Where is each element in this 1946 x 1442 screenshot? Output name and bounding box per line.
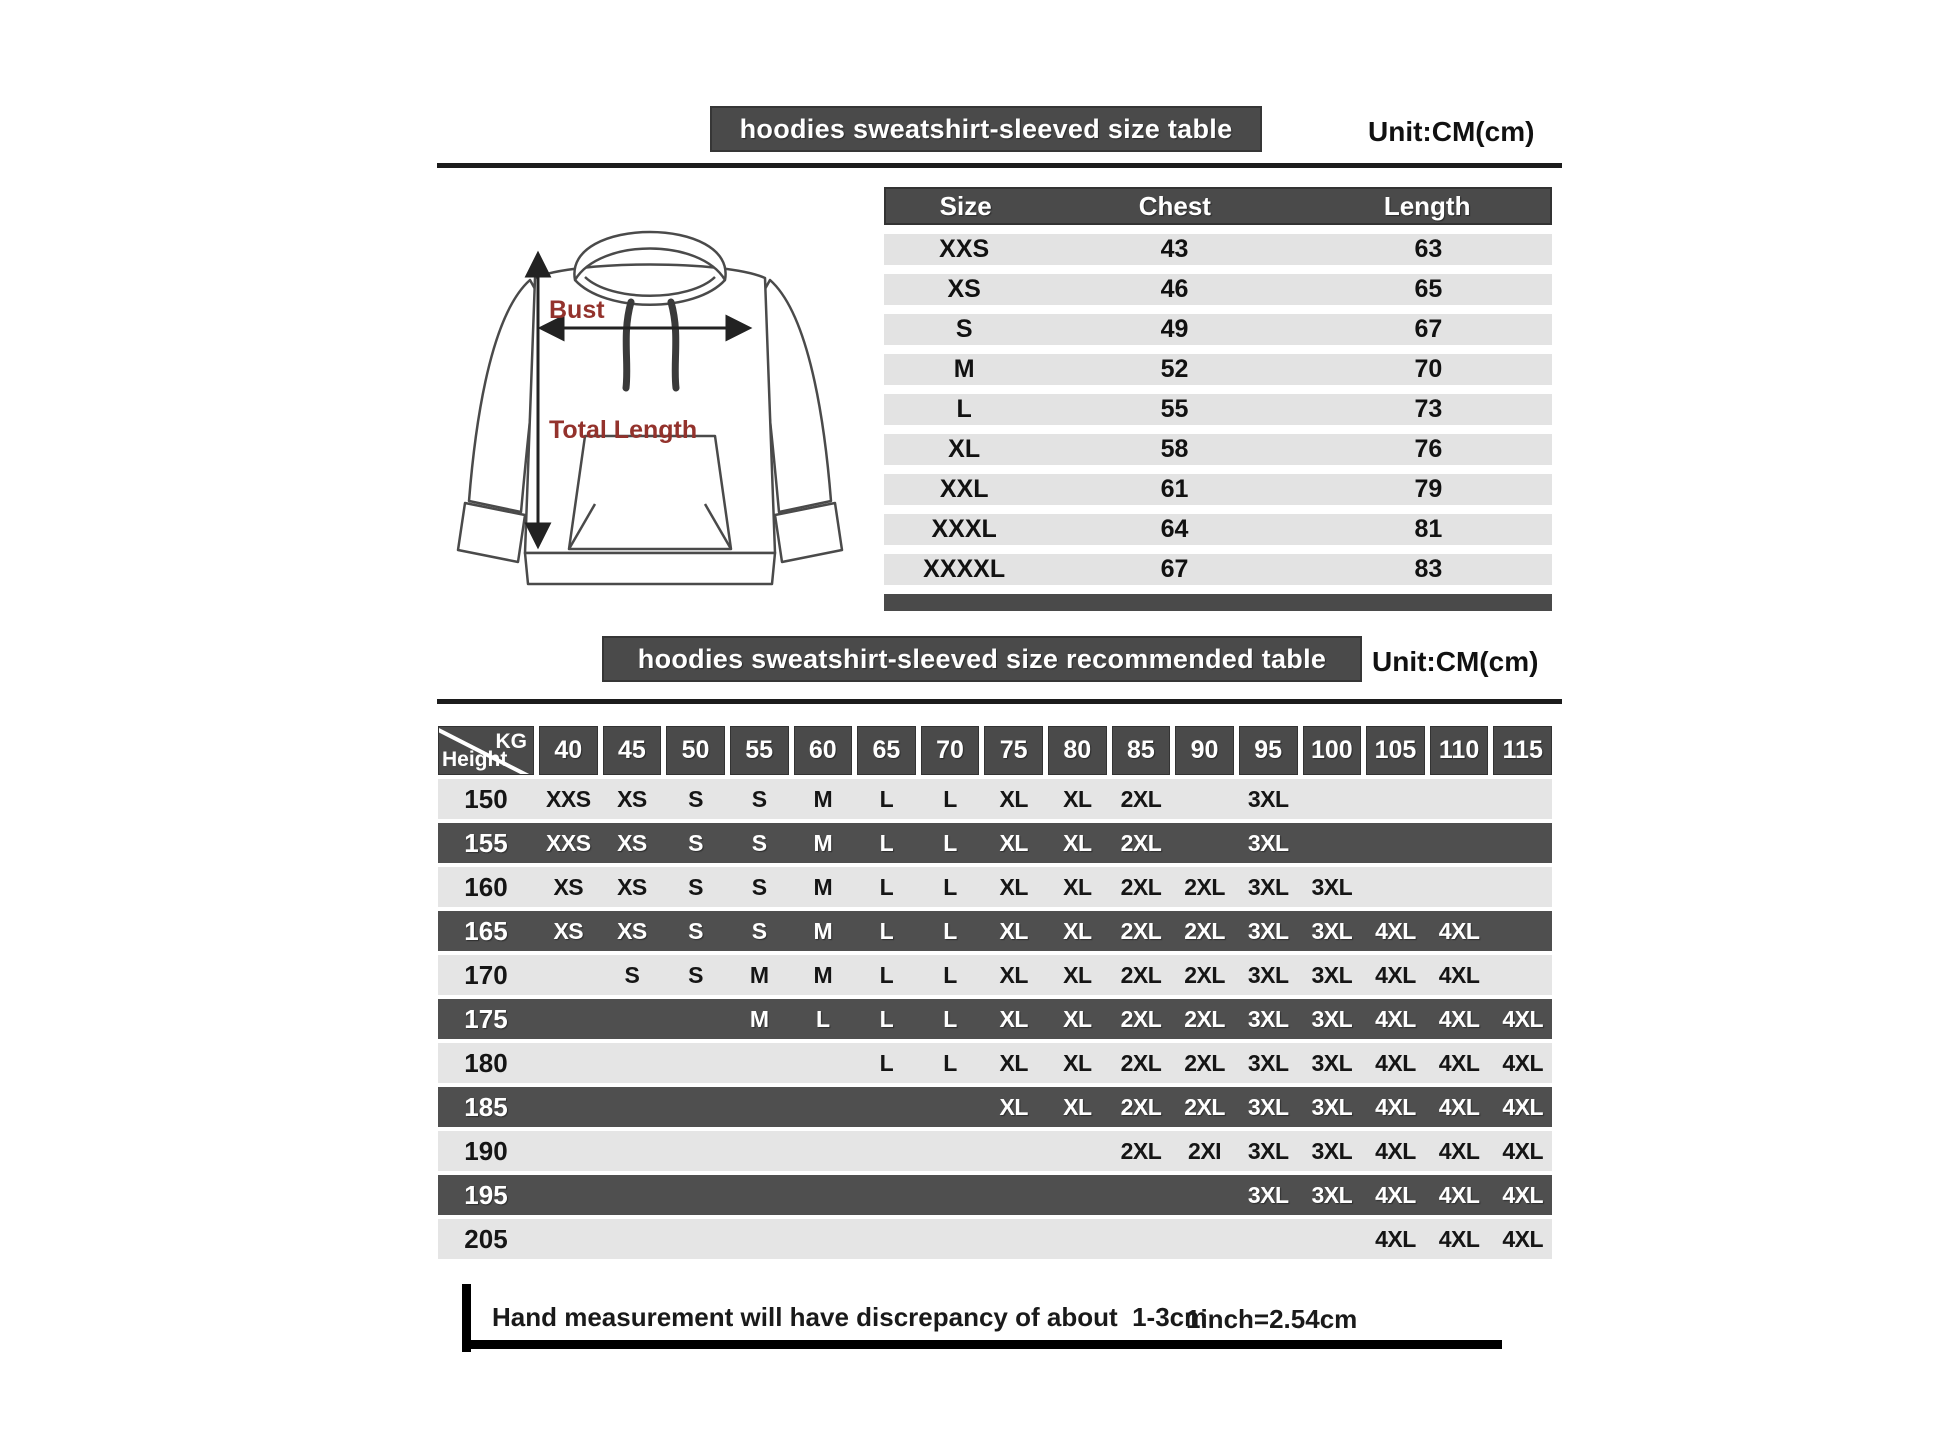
size-value-cell: M	[813, 917, 833, 944]
size-value-cell: XL	[999, 917, 1028, 944]
recommended-row	[438, 1043, 1552, 1083]
size-value-cell: 2XL	[1120, 873, 1162, 900]
weight-header-cell: 55	[730, 726, 789, 775]
size-value-cell: 2XL	[1120, 917, 1162, 944]
recommended-table-title: hoodies sweatshirt-sleeved size recommended table	[637, 643, 1327, 674]
size-value-cell: 2XI	[1188, 1137, 1222, 1164]
size-table-body	[884, 234, 1552, 585]
size-value-cell: 4XL	[1438, 1093, 1480, 1120]
size-value-cell: S	[688, 917, 703, 944]
inch-conversion-note: 1inch=2.54cm	[1186, 1304, 1358, 1334]
size-table-row	[884, 234, 1552, 265]
size-value-cell: 3XL	[1311, 1137, 1353, 1164]
length-cell: 79	[1414, 475, 1443, 503]
size-value-cell: L	[816, 1005, 830, 1032]
size-value-cell: 2XL	[1120, 1005, 1162, 1032]
height-cell: 160	[464, 871, 508, 902]
size-value-cell: L	[943, 917, 957, 944]
size-value-cell: 4XL	[1502, 1093, 1544, 1120]
total-length-label: Total Length	[549, 416, 698, 444]
size-value-cell: XL	[999, 1005, 1028, 1032]
size-table-row	[884, 474, 1552, 505]
size-table-footer-bar	[884, 594, 1552, 611]
size-value-cell: 2XL	[1120, 1049, 1162, 1076]
chest-column-header: Chest	[1138, 190, 1211, 221]
size-table-unit: Unit:CM(cm)	[1368, 116, 1535, 147]
weight-header-cell: 45	[603, 726, 662, 775]
size-value-cell: 2XL	[1184, 917, 1225, 944]
size-value-cell: XL	[1063, 829, 1092, 856]
size-value-cell: 2XL	[1120, 961, 1162, 988]
size-value-cell: 4XL	[1375, 1181, 1416, 1208]
size-value-cell: 3XL	[1247, 873, 1289, 900]
size-cell: L	[956, 395, 972, 423]
size-value-cell: XL	[1063, 1005, 1092, 1032]
size-value-cell: 4XL	[1438, 961, 1480, 988]
bust-label: Bust	[549, 296, 605, 324]
size-value-cell: L	[943, 785, 957, 812]
size-value-cell: 4XL	[1502, 1225, 1544, 1252]
size-value-cell: XL	[999, 1093, 1028, 1120]
size-value-cell: 3XL	[1311, 1181, 1353, 1208]
recommended-row	[438, 1219, 1552, 1259]
size-value-cell: 2XL	[1184, 961, 1225, 988]
size-value-cell: XL	[999, 829, 1028, 856]
chest-cell: 67	[1160, 555, 1189, 583]
size-value-cell: 4XL	[1375, 1049, 1416, 1076]
size-column-header: Size	[939, 190, 992, 221]
length-cell: 70	[1414, 355, 1443, 383]
size-value-cell: L	[879, 917, 894, 944]
weight-header-cell: 60	[794, 726, 853, 775]
weight-header-cell: 95	[1239, 726, 1298, 775]
divider-bottom	[462, 1340, 1502, 1349]
size-value-cell: S	[688, 873, 703, 900]
height-cell: 175	[464, 1003, 508, 1034]
recommended-row	[438, 1087, 1552, 1127]
height-cell: 205	[464, 1223, 508, 1254]
size-value-cell: 4XL	[1375, 1093, 1416, 1120]
measurement-note: Hand measurement will have discrepancy of about 1-3cm	[492, 1302, 1208, 1332]
chest-cell: 61	[1160, 475, 1189, 503]
size-table-row	[884, 274, 1552, 305]
size-table-row	[884, 514, 1552, 545]
chest-cell: 58	[1160, 435, 1189, 463]
size-value-cell: 4XL	[1375, 917, 1416, 944]
length-cell: 83	[1414, 555, 1443, 583]
size-value-cell: 3XL	[1247, 961, 1289, 988]
size-value-cell: XL	[1063, 873, 1092, 900]
length-cell: 67	[1414, 315, 1443, 343]
size-value-cell: S	[688, 961, 703, 988]
size-value-cell: 4XL	[1375, 1137, 1416, 1164]
size-value-cell: 4XL	[1502, 1049, 1544, 1076]
size-value-cell: 4XL	[1438, 1137, 1480, 1164]
size-value-cell: XXS	[546, 785, 591, 812]
length-cell: 76	[1414, 435, 1443, 463]
size-value-cell: M	[749, 961, 769, 988]
height-cell: 185	[464, 1091, 508, 1122]
size-value-cell: L	[943, 1049, 957, 1076]
recommended-row	[438, 1175, 1552, 1215]
size-value-cell: 4XL	[1438, 1225, 1480, 1252]
size-value-cell: 4XL	[1375, 1005, 1416, 1032]
size-table-row	[884, 554, 1552, 585]
weight-header-cell: 50	[666, 726, 725, 775]
size-value-cell: S	[751, 829, 767, 856]
size-value-cell: XS	[617, 829, 647, 856]
length-cell: 81	[1414, 515, 1443, 543]
size-value-cell: XS	[553, 917, 584, 944]
size-value-cell: XL	[1063, 961, 1092, 988]
size-value-cell: 3XL	[1247, 785, 1289, 812]
size-value-cell: 2XL	[1120, 829, 1162, 856]
size-cell: S	[955, 315, 973, 343]
size-value-cell: L	[879, 961, 894, 988]
height-cell: 165	[464, 915, 508, 946]
size-value-cell: 4XL	[1438, 1049, 1480, 1076]
weight-header-cell: 40	[539, 726, 598, 775]
size-value-cell: 3XL	[1247, 1093, 1289, 1120]
weight-header-cell: 100	[1303, 726, 1362, 775]
size-value-cell: L	[943, 873, 957, 900]
chest-cell: 55	[1160, 395, 1189, 423]
chest-cell: 49	[1160, 315, 1189, 343]
size-value-cell: L	[879, 785, 894, 812]
size-value-cell: 4XL	[1375, 1225, 1416, 1252]
size-value-cell: L	[879, 1049, 894, 1076]
matrix-body	[438, 779, 1552, 1259]
size-value-cell: M	[813, 873, 833, 900]
size-cell: XS	[947, 275, 981, 303]
height-cell: 180	[464, 1047, 508, 1078]
size-table-row	[884, 394, 1552, 425]
size-table	[884, 187, 1552, 611]
size-value-cell: 3XL	[1311, 1049, 1353, 1076]
size-value-cell: L	[879, 873, 894, 900]
size-cell: XXS	[939, 235, 990, 263]
recommended-row	[438, 823, 1552, 863]
weight-header-cell: 90	[1175, 726, 1234, 775]
size-table-row	[884, 354, 1552, 385]
size-value-cell: 2XL	[1184, 1049, 1225, 1076]
weight-header-cell: 110	[1430, 726, 1489, 775]
size-value-cell: 2XL	[1120, 785, 1162, 812]
size-value-cell: L	[943, 1005, 957, 1032]
height-cell: 190	[464, 1135, 508, 1166]
size-value-cell: S	[688, 829, 703, 856]
weight-header-cell: 70	[921, 726, 980, 775]
recommended-row	[438, 999, 1552, 1039]
hoodie-measurement-diagram	[435, 176, 890, 626]
size-value-cell: 3XL	[1311, 873, 1353, 900]
size-value-cell: 4XL	[1502, 1005, 1544, 1032]
size-value-cell: S	[751, 785, 767, 812]
size-cell: XXXXL	[923, 555, 1006, 583]
length-column-header: Length	[1383, 190, 1471, 221]
size-value-cell: XL	[999, 873, 1028, 900]
size-table-header	[884, 187, 1552, 225]
size-value-cell: 3XL	[1311, 1005, 1353, 1032]
size-value-cell: S	[624, 961, 640, 988]
recommended-table-title-bar	[602, 636, 1362, 682]
size-value-cell: M	[749, 1005, 769, 1032]
size-value-cell: 2XL	[1120, 1137, 1162, 1164]
size-value-cell: 2XL	[1184, 1005, 1225, 1032]
size-value-cell: XL	[1063, 1093, 1092, 1120]
height-label: Height	[442, 748, 508, 771]
size-value-cell: XS	[617, 917, 647, 944]
size-value-cell: 3XL	[1311, 1093, 1353, 1120]
size-value-cell: S	[688, 785, 703, 812]
recommended-row	[438, 1131, 1552, 1171]
divider-middle	[437, 699, 1562, 704]
size-value-cell: 3XL	[1247, 1137, 1289, 1164]
size-value-cell: XL	[1063, 1049, 1092, 1076]
size-value-cell: 3XL	[1247, 917, 1289, 944]
size-table-row	[884, 434, 1552, 465]
divider-top	[437, 163, 1562, 168]
matrix-header-row	[438, 726, 1552, 775]
size-cell: M	[953, 355, 975, 383]
size-value-cell: L	[879, 1005, 894, 1032]
size-value-cell: 4XL	[1502, 1137, 1544, 1164]
height-cell: 195	[464, 1179, 508, 1210]
recommended-size-matrix	[438, 726, 1552, 1259]
size-table-title-bar	[710, 106, 1262, 152]
size-value-cell: XS	[617, 785, 647, 812]
weight-header-cell: 85	[1112, 726, 1171, 775]
size-value-cell: L	[943, 829, 957, 856]
length-cell: 63	[1414, 235, 1443, 263]
size-value-cell: 4XL	[1375, 961, 1416, 988]
recommended-row	[438, 779, 1552, 819]
size-value-cell: 3XL	[1247, 1005, 1289, 1032]
recommended-row	[438, 867, 1552, 907]
matrix-corner-cell	[438, 726, 534, 775]
size-value-cell: S	[751, 873, 767, 900]
size-value-cell: XL	[1063, 917, 1092, 944]
recommended-row	[438, 955, 1552, 995]
size-value-cell: M	[813, 829, 833, 856]
size-value-cell: M	[813, 785, 833, 812]
size-value-cell: 2XL	[1184, 1093, 1225, 1120]
size-value-cell: XL	[999, 1049, 1028, 1076]
size-table-title: hoodies sweatshirt-sleeved size table	[739, 113, 1233, 144]
size-value-cell: XL	[999, 961, 1028, 988]
size-value-cell: M	[813, 961, 833, 988]
size-value-cell: 3XL	[1311, 961, 1353, 988]
size-value-cell: XL	[999, 785, 1028, 812]
weight-header-cell: 75	[984, 726, 1043, 775]
recommended-row	[438, 911, 1552, 951]
size-value-cell: L	[943, 961, 957, 988]
size-cell: XXXL	[931, 515, 997, 543]
chest-cell: 52	[1160, 355, 1189, 383]
size-value-cell: 4XL	[1438, 1181, 1480, 1208]
size-value-cell: XL	[1063, 785, 1092, 812]
size-value-cell: S	[751, 917, 767, 944]
size-value-cell: 3XL	[1311, 917, 1353, 944]
size-value-cell: 4XL	[1502, 1181, 1544, 1208]
size-value-cell: 2XL	[1120, 1093, 1162, 1120]
hoodie-outline	[458, 232, 842, 584]
size-cell: XL	[948, 435, 981, 463]
weight-header-cell: 80	[1048, 726, 1107, 775]
height-cell: 170	[464, 959, 508, 990]
size-cell: XXL	[939, 475, 989, 503]
weight-header-cell: 105	[1366, 726, 1425, 775]
size-value-cell: L	[879, 829, 894, 856]
weight-header-cell: 65	[857, 726, 916, 775]
size-value-cell: 3XL	[1247, 829, 1289, 856]
weight-header-cell: 115	[1493, 726, 1552, 775]
size-value-cell: 3XL	[1247, 1181, 1289, 1208]
length-cell: 73	[1414, 395, 1443, 423]
size-value-cell: 2XL	[1184, 873, 1225, 900]
length-cell: 65	[1414, 275, 1443, 303]
size-value-cell: 4XL	[1438, 1005, 1480, 1032]
size-value-cell: 4XL	[1438, 917, 1480, 944]
chest-cell: 64	[1160, 515, 1189, 543]
chest-cell: 43	[1160, 235, 1189, 263]
height-cell: 150	[464, 783, 508, 814]
size-value-cell: XS	[617, 873, 647, 900]
size-value-cell: XXS	[546, 829, 591, 856]
chest-cell: 46	[1160, 275, 1189, 303]
recommended-table-unit: Unit:CM(cm)	[1372, 646, 1539, 677]
size-value-cell: 3XL	[1247, 1049, 1289, 1076]
size-value-cell: XS	[553, 873, 584, 900]
kg-label: KG	[495, 730, 527, 753]
size-table-row	[884, 314, 1552, 345]
height-cell: 155	[464, 827, 508, 858]
